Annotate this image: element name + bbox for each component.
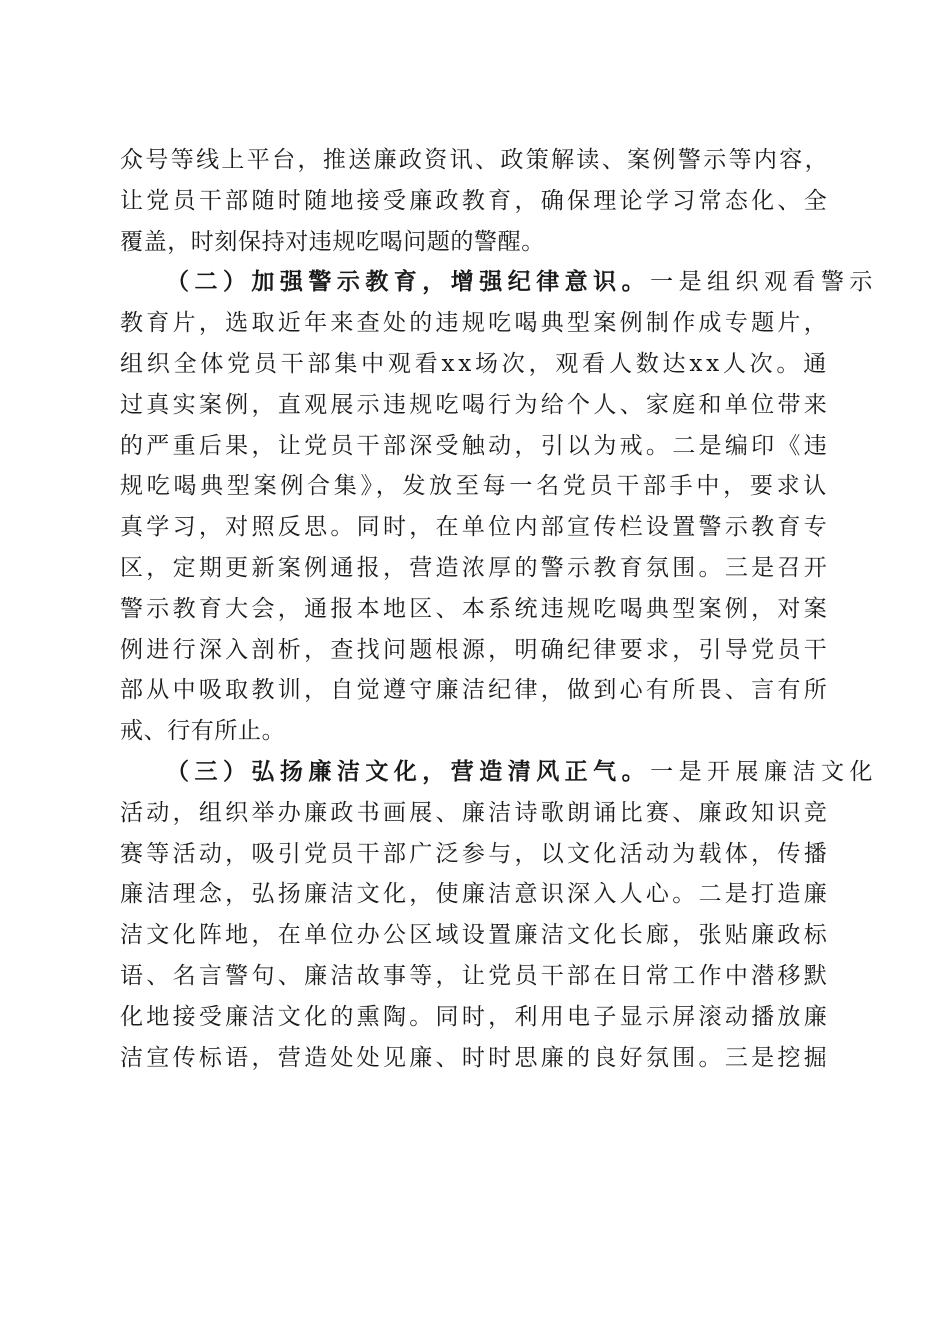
text-line: 过真实案例，直观展示违规吃喝行为给个人、家庭和单位带来 xyxy=(120,391,830,418)
text-line: 部从中吸取教训，自觉遵守廉洁纪律，做到心有所畏、言有所 xyxy=(120,677,830,704)
text-line: 教育片，选取近年来查处的违规吃喝典型案例制作成专题片， xyxy=(120,310,830,337)
text-line-first xyxy=(120,752,876,793)
text-line: 组织全体党员干部集中观看xx场次，观看人数达xx人次。通 xyxy=(120,350,830,377)
paragraph-1 xyxy=(120,140,830,262)
text-line: 语、名言警句、廉洁故事等，让党员干部在日常工作中潜移默 xyxy=(120,962,830,989)
text-line: 规吃喝典型案例合集》，发放至每一名党员干部手中，要求认 xyxy=(120,473,830,500)
text-line: 洁宣传标语，营造处处见廉、时时思廉的良好氛围。三是挖掘 xyxy=(120,1044,830,1071)
text-line: 让党员干部随时随地接受廉政教育，确保理论学习常态化、全 xyxy=(120,187,830,214)
document-body xyxy=(120,140,876,1078)
text-line: 廉洁理念，弘扬廉洁文化，使廉洁意识深入人心。二是打造廉 xyxy=(120,881,830,908)
text-line: 戒、行有所止。 xyxy=(120,718,286,745)
text-run: 一是组织观看警示 xyxy=(650,269,876,296)
text-line: 活动，组织举办廉政书画展、廉洁诗歌朗诵比赛、廉政知识竞 xyxy=(120,799,830,826)
paragraph-2 xyxy=(120,262,876,752)
text-line: 众号等线上平台，推送廉政资讯、政策解读、案例警示等内容， xyxy=(120,147,830,173)
text-line: 例进行深入剖析，查找问题根源，明确纪律要求，引导党员干 xyxy=(120,636,830,663)
text-run: 一是开展廉洁文化 xyxy=(650,758,876,785)
section-heading-3: （三）弘扬廉洁文化，营造清风正气。 xyxy=(166,758,651,785)
text-line: 警示教育大会，通报本地区、本系统违规吃喝典型案例，对案 xyxy=(120,595,830,622)
text-line: 的严重后果，让党员干部深受触动，引以为戒。二是编印《违 xyxy=(120,432,830,459)
text-line: 洁文化阵地，在单位办公区域设置廉洁文化长廊，张贴廉政标 xyxy=(120,922,830,949)
text-line: 赛等活动，吸引党员干部广泛参与，以文化活动为载体，传播 xyxy=(120,840,830,867)
text-line: 区，定期更新案例通报，营造浓厚的警示教育氛围。三是召开 xyxy=(120,554,830,581)
text-line: 化地接受廉洁文化的熏陶。同时，利用电子显示屏滚动播放廉 xyxy=(120,1003,830,1030)
text-line-first xyxy=(120,262,876,303)
section-heading-2: （二）加强警示教育，增强纪律意识。 xyxy=(166,269,651,296)
text-line: 覆盖，时刻保持对违规吃喝问题的警醒。 xyxy=(120,228,545,255)
text-line: 真学习，对照反思。同时，在单位内部宣传栏设置警示教育专 xyxy=(120,514,830,541)
paragraph-3 xyxy=(120,752,876,1078)
